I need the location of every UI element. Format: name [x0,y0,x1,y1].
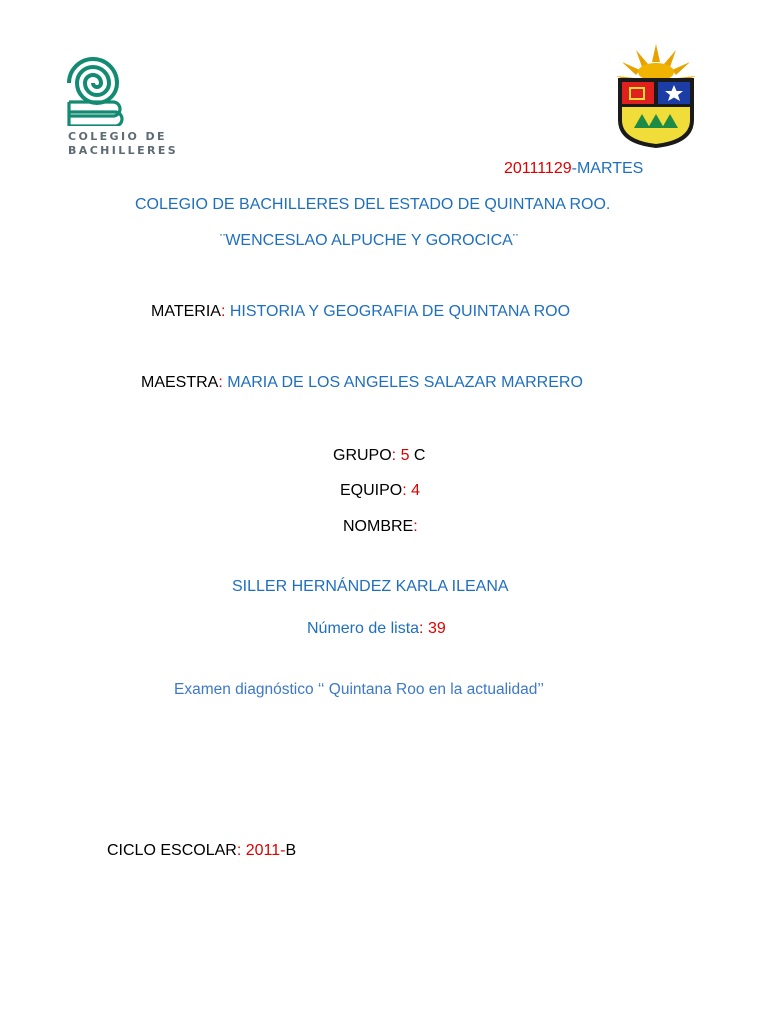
ciclo-dash: - [280,842,286,859]
logo-line-1: COLEGIO DE [68,130,167,143]
grupo-colon: : [391,447,397,464]
school-name: COLEGIO DE BACHILLERES DEL ESTADO DE QUINTANA ROO. [135,196,611,213]
equipo-colon: : [402,482,407,499]
coat-of-arms-icon [612,42,700,150]
student-name: SILLER HERNÁNDEZ KARLA ILEANA [232,578,509,595]
colegio-de-bachilleres-logo [64,50,199,160]
nombre-label: NOMBRE [343,518,414,535]
equipo-line [340,482,420,500]
maestra-colon: : [218,374,223,391]
ciclo-colon: : [236,842,242,859]
ciclo-term: B [285,842,297,859]
maestra-label: MAESTRA [141,374,219,391]
nombre-colon: : [413,518,418,535]
materia-label: MATERIA [151,303,221,320]
materia-line [151,303,570,321]
grupo-line [333,447,425,465]
equipo-value: 4 [406,482,421,499]
exam-title: Examen diagnóstico ‘‘ Quintana Roo en la actualidad’’ [174,681,544,698]
date-number: 20111129 [504,160,572,177]
lista-label: Número de lista [307,620,420,637]
equipo-label: EQUIPO [340,482,403,499]
date-separator: - [571,160,577,177]
maestra-value: MARIA DE LOS ANGELES SALAZAR MARRERO [222,374,583,391]
date-line [504,160,643,178]
lista-value: 39 [423,620,446,637]
school-campus: ¨WENCESLAO ALPUCHE Y GOROCICA¨ [220,232,519,249]
ciclo-label: CICLO ESCOLAR [107,842,237,859]
materia-value: HISTORIA Y GEOGRAFIA DE QUINTANA ROO [225,303,571,320]
logo-line-2: BACHILLERES [68,144,179,157]
lista-line [307,620,446,638]
date-day: MARTES [576,160,644,177]
grupo-letter: C [409,447,426,464]
grupo-label: GRUPO [333,447,392,464]
lista-colon: : [419,620,424,637]
maestra-line [141,374,583,392]
grupo-number: 5 [396,447,410,464]
materia-colon: : [220,303,226,320]
spiral-icon [66,50,128,126]
ciclo-line [107,842,296,860]
ciclo-year: 2011 [241,842,281,859]
quintana-roo-coat-of-arms [612,42,700,150]
nombre-line [343,518,418,536]
